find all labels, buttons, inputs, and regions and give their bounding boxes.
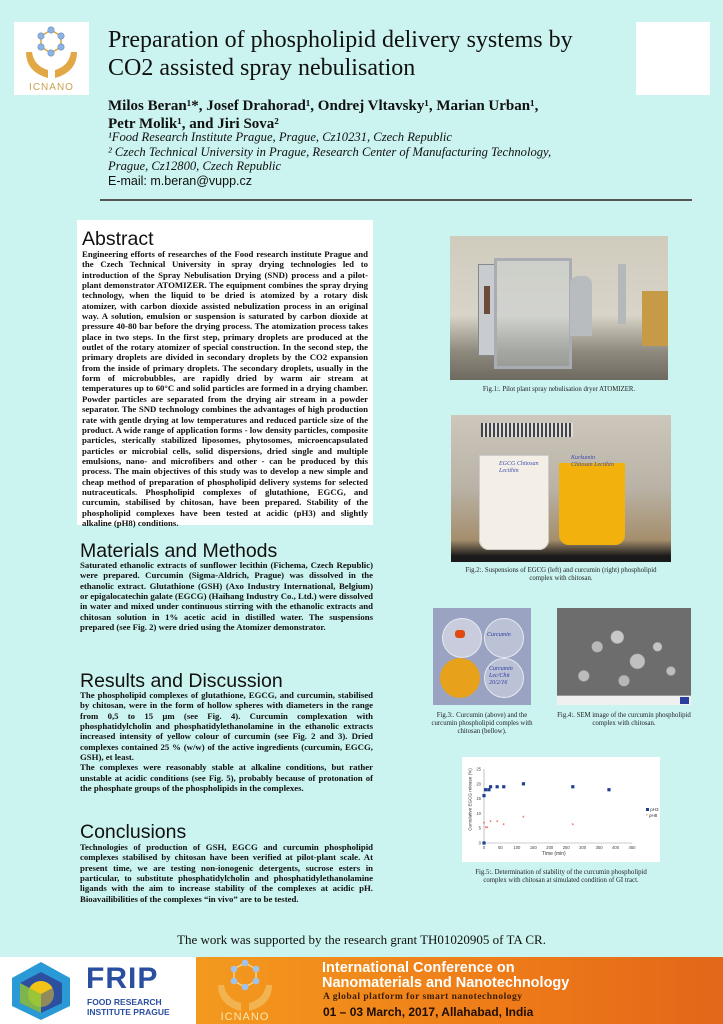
materials-text: Saturated ethanolic extracts of sunflower lecithin (Fichema, Czech Republic) were prepared. Curcumin (Sigma-Aldrich, Prague) was dissolved in the ethanolic extract. Glutathione (GSH) (Axo Industry International, Belgium) or epigalocatechin galate (EGCG) (Haihang Industry Co., Ltd.) were dissolved in water and mixed under continuous stirring with the ethanolic extracts and chitosan solution in 1% acetic acid in distilled water. The suspensions prepared (see Fig. 2) were dried using the Atomizer demonstrator.	[80, 560, 373, 633]
poster-title	[108, 26, 628, 82]
conference-title-line-2: Nanomaterials and Nanotechnology	[322, 975, 570, 991]
frip-logo	[0, 957, 196, 1024]
chart-x-tick-label: 100	[513, 845, 521, 850]
chart-point-ph3	[502, 785, 505, 788]
acknowledgement: The work was supported by the research grant TH01020905 of TA CR.	[177, 932, 546, 947]
frip-name: FRIP	[86, 962, 159, 995]
materials-heading: Materials and Methods	[80, 540, 278, 562]
authors	[108, 97, 628, 133]
affiliation-2-line-2: Prague, Cz12800, Czech Republic	[108, 159, 282, 173]
chart-point-ph3	[489, 785, 492, 788]
conference-banner	[196, 957, 723, 1024]
chart-y-tick-label: 15	[476, 796, 481, 802]
abstract-heading: Abstract	[82, 228, 154, 250]
chart-legend	[646, 807, 659, 819]
results-text	[80, 690, 373, 793]
chart-y-tick-label: 25	[476, 766, 481, 772]
chart-point-ph3	[482, 841, 485, 844]
chart-point-ph3	[482, 794, 485, 797]
chart-x-tick-label: 450	[628, 845, 636, 850]
fig4-caption: Fig.4:. SEM image of the curcumin phospholipid complex with chitosan.	[557, 712, 691, 727]
conference-title-line-1: International Conference on	[322, 960, 515, 976]
chart-point-ph8: *	[486, 826, 489, 833]
fig5-caption: Fig.5:. Determination of stability of the curcumin phospholipid complex with chitosan at simulated condition of GI tract.	[475, 869, 647, 884]
fig5-chart	[462, 757, 660, 862]
chart-y-tick-label: 20	[476, 781, 481, 787]
header-divider	[100, 199, 692, 201]
fig5-chart-svg	[462, 757, 660, 862]
fig3-label-bottom: Curcumin Lec/Chit 20/2/16	[489, 666, 513, 686]
conclusions-heading: Conclusions	[80, 821, 187, 843]
chart-point-ph3	[607, 788, 610, 791]
icnano-logo-text: ICNANO	[29, 82, 74, 93]
chart-x-tick-label: 250	[562, 845, 570, 850]
chart-point-ph3	[484, 788, 487, 791]
chart-point-ph3	[571, 785, 574, 788]
legend-label-ph8: pH8	[649, 813, 658, 818]
conference-dates: 01 – 03 March, 2017, Allahabad, India	[323, 1005, 534, 1019]
chart-point-ph3	[487, 788, 490, 791]
chart-point-ph8: *	[484, 826, 487, 833]
legend-label-ph3: pH3	[650, 807, 659, 812]
chart-y-axis-label: Cumulative EGCG release (%)	[467, 768, 473, 831]
chart-point-ph8: *	[489, 820, 492, 827]
results-paragraph-1: The phospholipid complexes of glutathione, EGCG, and curcumin, stabilised by chitosan, were in the form of hollow spheres with diameters in the range from 0,5 to 15 µm (see Fig. 4). Curcumin complexation with phosphatidylcholin and phosphatidylethanolamine in the ethanolic extracts increased intensity of yellow colour of curcumin (see Fig. 2 and 3). Dried complexes contained 25 % (w/w) of the active ingredients (curcumin, EGCG, GSH), et least.	[80, 690, 373, 763]
chart-x-tick-label: 200	[546, 845, 554, 850]
conclusions-text: Technologies of production of GSH, EGCG and curcumin phospholipid complexes stabilised by chitosan have been verified at pilot-plant scale. At present time, we are testing non-ionogenic detergents, sucrose esters in particular, to substitute phosphatidylcholin and phosphatidylethanolamine ligands with the aim to increase stability of the complexes at acidic pH. Bioavailibilities of the complexes “in vivo” are to be tested.	[80, 842, 373, 904]
chart-y-tick-label: 5	[478, 825, 481, 831]
icnano-logo	[14, 22, 89, 95]
fig1-atomizer-photo	[450, 236, 668, 380]
abstract-section	[77, 220, 373, 528]
abstract-text: Engineering efforts of researches of the Food research institute Prague and the Czech Technical University in spray drying technologies led to introduction of the Spray Nebulisation Drying (SND) process and a pilot-plant demonstrator ATOMIZER. The equipment combines the spray drying technology, when the liquid to be dried is atomized by a rotary disk atomizer, with carbon dioxide assisted nebulization process in an original way. A solution, emulsion or suspension is saturated by carbon dioxide at pressure 40-80 bar before the drying process. The atomization process takes place in two steps. In the first step, primary droplets are produced at the outlet of the rotary atomizer of special construction. In the second step, the primary droplets are divided in secondary droplets by the CO2 expansion from the inside of primary droplets. The secondary droplets, usually in the form of microbubbles, are rapidly dried by warm air stream at temperatures up to 60°C and solid particles are formed in a drying chamber. Powder particles are separated from the drying air stream in a powder separator. The SND technology combines the advantages of high production rate with gentle drying at low temperatures and reduced particle size of the product. A wide range of application forms - low density particles, composite particles, sterically stabilized liposomes, phytosomes, microencapsulated particles or microbial cells, solid dispersions, dried single and multiple emulsions, nano- and microfibers and other - can be produced by this process. The main objectives of this study was to develop a new simple and cheap method of preparation of phospholipid delivery systems for selected nutraceuticals. Phospholipid complexes of glutathione, EGCG, and curcumin, stabilised by chitosan, have been prepared. Stability of the phospholipid complexes have been tested at acidic (pH3) and slightly alkaline (pH8) conditions.	[82, 249, 368, 528]
chart-point-ph8: *	[495, 820, 499, 827]
chart-x-tick-label: 0	[482, 845, 486, 850]
conference-tagline: A global platform for smart nanotechnology	[323, 992, 523, 1002]
title-line-1: Preparation of phospholipid delivery systems by	[108, 27, 573, 53]
fig2-label-left: EGCG Chitosan Lecithin	[499, 461, 539, 474]
icnano-banner-icon	[210, 959, 280, 1015]
chart-point-ph8: *	[502, 823, 505, 830]
frip-subtitle-2: INSTITUTE PRAGUE	[87, 1007, 170, 1017]
chart-x-tick-label: 150	[529, 845, 537, 850]
frip-subtitle-1: FOOD RESEARCH	[87, 997, 162, 1007]
affiliations	[108, 130, 668, 174]
fig3-petri-dishes-photo	[433, 608, 531, 705]
fig2-suspensions-photo	[451, 415, 671, 562]
chart-point-ph3	[522, 782, 525, 785]
chart-x-tick-label: 350	[595, 845, 603, 850]
chart-x-tick-label: 400	[612, 845, 620, 850]
title-line-2: CO2 assisted spray nebulisation	[108, 55, 416, 81]
fig3-caption: Fig.3:. Curcumin (above) and the curcumin phospholipid comples with chitosan (bellow).	[431, 712, 533, 735]
results-paragraph-2: The complexes were reasonably stable at alkaline conditions, but rather unstable at acidic conditions (see Fig. 5), probably because of protonation of the phosphate groups of the phospholipids in the complexes.	[80, 762, 373, 794]
icnano-banner-label: ICNANO	[220, 1011, 270, 1023]
fig2-caption: Fig.2:. Suspensions of EGCG (left) and curcumin (right) phospholipid complex with chitosan.	[465, 567, 657, 582]
chart-x-tick-label: 300	[579, 845, 587, 850]
results-heading: Results and Discussion	[80, 670, 283, 692]
chart-x-axis-label: Time (min)	[542, 851, 566, 857]
contact-email[interactable]: E-mail: m.beran@vupp.cz	[108, 174, 252, 188]
chart-point-ph8: *	[482, 821, 486, 828]
fig2-label-right: Kurkumin Chitosan Lecithin	[571, 455, 614, 468]
frip-hexagon-icon	[6, 960, 76, 1022]
legend-item-ph8: * pH8	[646, 813, 658, 818]
affiliation-2-line-1: ² Czech Technical University in Prague, Research Center of Manufacturing Technology,	[108, 144, 552, 159]
chart-point-ph8: *	[571, 823, 574, 830]
chart-y-tick-label: 0	[478, 840, 481, 846]
affiliation-1: ¹Food Research Institute Prague, Prague, Cz10231, Czech Republic	[108, 130, 452, 144]
blank-logo-placeholder	[636, 22, 710, 95]
fig4-sem-image	[557, 608, 691, 705]
authors-line-2: Petr Molik¹, and Jiri Sova²	[108, 116, 279, 132]
chart-x-tick-label: 50	[498, 845, 503, 850]
fig1-caption: Fig.1:. Pilot plant spray nebulisation dryer ATOMIZER.	[482, 386, 636, 393]
fig3-label-top: Curcumin	[487, 632, 511, 638]
chart-point-ph8: *	[522, 816, 525, 823]
chart-point-ph3	[496, 785, 499, 788]
chart-y-tick-label: 10	[476, 810, 481, 816]
authors-line-1: Milos Beran¹*, Josef Drahorad¹, Ondrej Vltavsky¹, Marian Urban¹,	[108, 98, 539, 114]
